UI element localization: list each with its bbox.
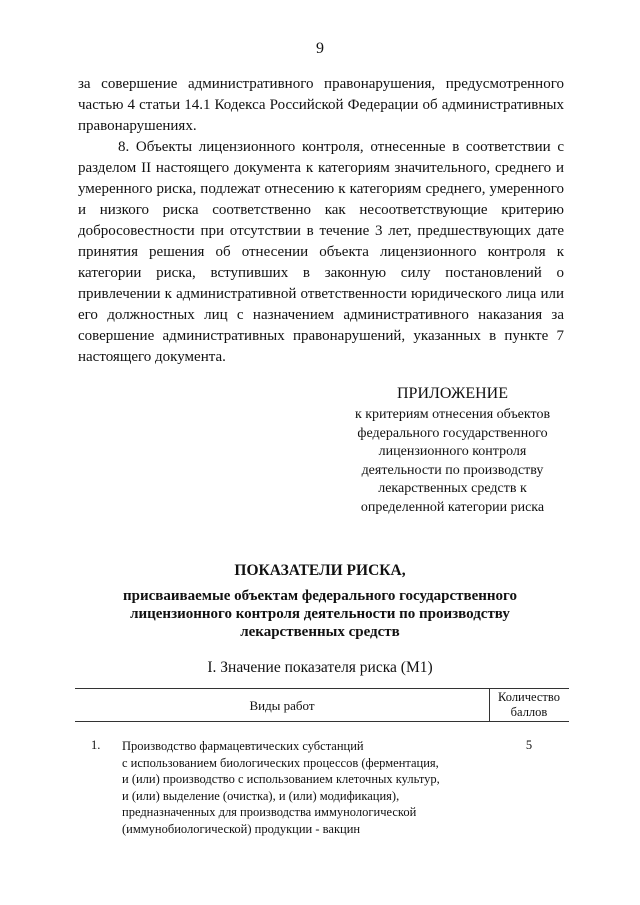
row-description — [122, 738, 462, 837]
row-points: 5 — [525, 738, 533, 752]
appendix-title: ПРИЛОЖЕНИЕ — [396, 385, 508, 402]
document-title: ПОКАЗАТЕЛИ РИСКА, — [234, 562, 406, 579]
subtitle-line: присваиваемые объектам федерального государственного — [123, 588, 517, 604]
row-number: 1. — [91, 738, 101, 752]
page-number: 9 — [316, 40, 324, 57]
header-points-line: Количество — [498, 690, 560, 704]
appendix-line: определенной категории риска — [360, 499, 545, 515]
appendix-line: деятельности по производству — [361, 462, 544, 478]
appendix-block — [340, 383, 565, 517]
row-text-line: и (или) производство с использованием клеточных культур, — [122, 772, 440, 786]
table-header-rule — [75, 721, 569, 722]
appendix-line: к критериям отнесения объектов — [354, 407, 551, 422]
row-text-line: с использованием биологических процессов (ферментация, — [122, 755, 439, 770]
row-text-line: и (или) выделение (очистка), и (или) модификация), — [122, 788, 400, 803]
appendix-line: лекарственных средств к — [378, 481, 527, 496]
body-text — [78, 74, 564, 368]
table-top-rule — [75, 688, 569, 689]
paragraph-1: за совершение административного правонарушения, предусмотренного частью 4 статьи 14.1 Кодекса Российской Федерации об административных правонарушениях. — [78, 76, 564, 134]
section-heading: I. Значение показателя риска (М1) — [207, 659, 433, 676]
row-text-line: предназначенных для производства иммунологической — [122, 805, 417, 819]
subtitle-line: лицензионного контроля деятельности по производству — [130, 606, 510, 622]
appendix-line: лицензионного контроля — [378, 444, 527, 459]
appendix-line: федерального государственного — [357, 425, 548, 441]
row-text-line: (иммунобиологической) продукции - вакцин — [122, 821, 361, 836]
header-points-line: баллов — [510, 705, 548, 719]
document-subtitle — [0, 587, 640, 641]
subtitle-line: лекарственных средств — [240, 624, 400, 640]
paragraph-2: 8. Объекты лицензионного контроля, отнесенные в соответствии с разделом II настоящего документа к категориям значительного, среднего и умеренного риска, подлежат отнесению к категориям среднего, умеренного и низкого риска соответственно как несоответствующие критерию добросовестности при отсутствии в течение 3 лет, предшествующих дате принятия решения об отнесении объекта лицензионного контроля к категории риска, вступивших в законную силу постановлений о привлечении к административной ответственности юридического лица или его должностных лиц с назначением административного наказания за совершение административных правонарушений, указанных в пункте 7 настоящего документа. — [78, 139, 564, 365]
table-header-works: Виды работ — [249, 698, 315, 713]
table-header-points — [489, 690, 569, 720]
row-text-line: Производство фармацевтических субстанций — [122, 739, 364, 753]
